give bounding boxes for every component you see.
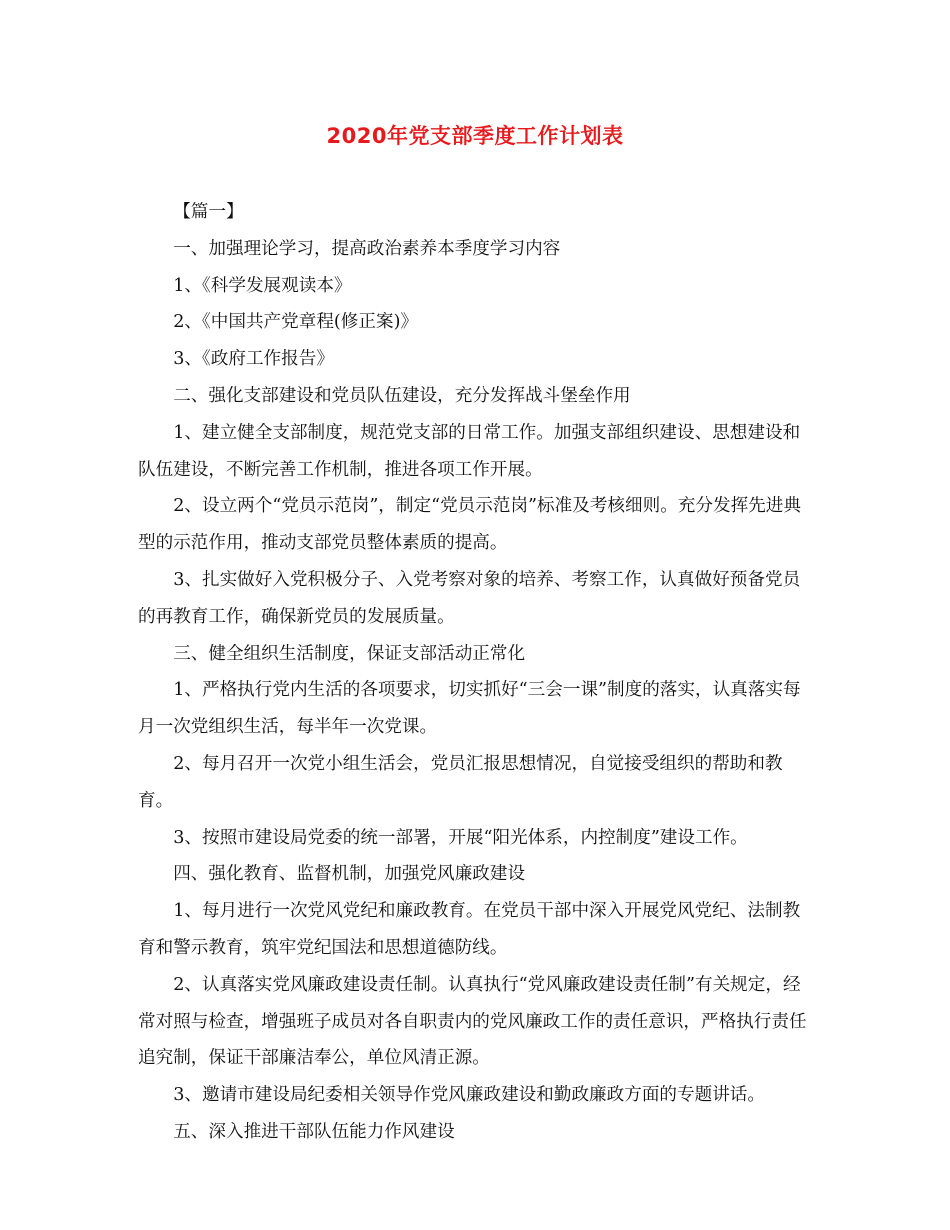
paragraph-item: 3、《政府工作报告》 <box>173 349 334 370</box>
paragraph-item: 2、每月召开一次党小组生活会，党员汇报思想情况，自觉接受组织的帮助和教育。 <box>138 753 783 811</box>
paragraph-item: 1、建立健全支部制度，规范党支部的日常工作。加强支部组织建设、思想建设和队伍建设，不断完善工作机制，推进各项工作开展。 <box>138 422 801 480</box>
paragraph-item: 1、每月进行一次党风党纪和廉政教育。在党员干部中深入开展党风党纪、法制教育和警示教育，筑牢党纪国法和思想道德防线。 <box>138 901 801 958</box>
paragraph-item: 3、邀请市建设局纪委相关领导作党风廉政建设和勤政廉政方面的专题讲话。 <box>173 1085 765 1106</box>
paragraph-heading-2: 二、强化支部建设和党员队伍建设，充分发挥战斗堡垒作用 <box>173 385 631 406</box>
paragraph-heading-1: 一、加强理论学习，提高政治素养本季度学习内容 <box>173 238 561 259</box>
paragraph-item: 3、扎实做好入党积极分子、入党考察对象的培养、考察工作，认真做好预备党员的再教育工作，确保新党员的发展质量。 <box>138 569 801 627</box>
paragraph-item: 2、认真落实党风廉政建设责任制。认真执行“党风廉政建设责任制”有关规定，经常对照与检查，增强班子成员对各自职责内的党风廉政工作的责任意识，严格执行责任追究制，保证干部廉洁奉公，单位风清正源。 <box>138 974 807 1069</box>
document-body <box>138 194 814 1151</box>
paragraph-item: 2、设立两个“党员示范岗”，制定“党员示范岗”标准及考核细则。充分发挥先进典型的示范作用，推动支部党员整体素质的提高。 <box>138 496 801 554</box>
paragraph-heading-3: 三、健全组织生活制度，保证支部活动正常化 <box>173 643 526 664</box>
paragraph-section-label: 【篇一】 <box>173 202 244 222</box>
paragraph-item: 1、严格执行党内生活的各项要求，切实抓好“三会一课”制度的落实，认真落实每月一次党组织生活，每半年一次党课。 <box>138 680 801 738</box>
paragraph-heading-5: 五、深入推进干部队伍能力作风建设 <box>173 1121 455 1142</box>
paragraph-item: 3、按照市建设局党委的统一部署，开展“阳光体系，内控制度”建设工作。 <box>173 827 748 848</box>
paragraph-item: 1、《科学发展观读本》 <box>173 275 352 296</box>
paragraph-item: 2、《中国共产党章程(修正案)》 <box>173 312 419 333</box>
paragraph-heading-4: 四、强化教育、监督机制，加强党风廉政建设 <box>173 864 526 885</box>
document-title: 2020年党支部季度工作计划表 <box>326 124 624 148</box>
